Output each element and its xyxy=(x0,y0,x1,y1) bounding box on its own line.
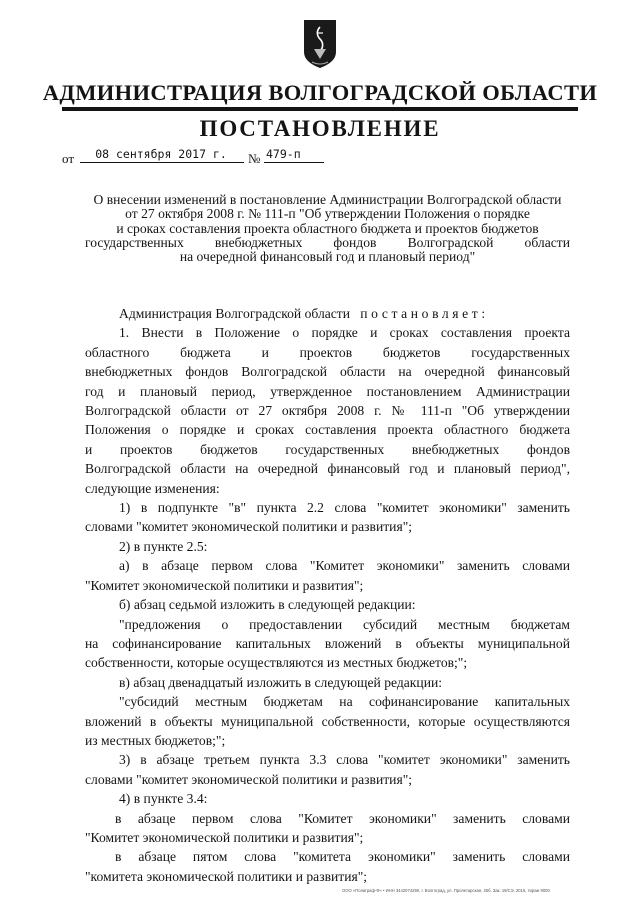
date-from-label: от xyxy=(62,151,75,166)
header-divider xyxy=(62,107,578,111)
document-body xyxy=(85,304,570,886)
number-label: № xyxy=(248,151,261,166)
subject-line: на очередной финансовый год и плановый период" xyxy=(179,249,476,265)
body-line: внебюджетных фондов Волгоградской области на очередной финансовый xyxy=(85,364,570,380)
body-line: 1. Внести в Положение о порядке и сроках составления проекта xyxy=(119,325,570,341)
body-line: и проектов бюджетов государственных внебюджетных фондов xyxy=(85,441,570,457)
body-line: "комитета экономической политики и развития"; xyxy=(85,868,368,884)
date-underline xyxy=(80,162,244,163)
body-line: следующие изменения: xyxy=(85,480,220,496)
preamble-verb: постановляет: xyxy=(360,306,489,321)
body-line: "предложения о предоставлении субсидий местным бюджетам xyxy=(119,616,570,632)
body-line: б) абзац седьмой изложить в следующей редакции: xyxy=(119,597,416,613)
subject-line: О внесении изменений в постановление Администрации Волгоградской области xyxy=(93,192,562,207)
body-line: "Комитет экономической политики и развития"; xyxy=(85,829,364,845)
body-line: 2) в пункте 2.5: xyxy=(119,538,208,554)
document-number: 479-п xyxy=(266,147,301,161)
body-line: Волгоградской области от 27 октября 2008 г. № 111-п "Об утверждении xyxy=(85,403,570,419)
organization-title: АДМИНИСТРАЦИЯ ВОЛГОГРАДСКОЙ ОБЛАСТИ xyxy=(42,80,598,105)
print-imprint: ООО «Полиграф-Ф» • ИНН 3442074290, г. Волгоград, ул. Пролетарская, 25б. Зак. 19/СЭ, 2015, тираж 9000 xyxy=(342,888,550,893)
body-line: год и плановый период, утвержденное постановлением Администрации xyxy=(85,383,570,399)
body-line: 1) в подпункте "в" пункта 2.2 слова "комитет экономики" заменить xyxy=(119,500,570,516)
body-line: "Комитет экономической политики и развития"; xyxy=(85,577,364,593)
body-line: областного бюджета и проектов бюджетов государственных xyxy=(85,344,570,360)
body-line: 4) в пункте 3.4: xyxy=(119,791,208,807)
body-line: словами "комитет экономической политики и развития"; xyxy=(85,519,413,535)
document-date: 08 сентября 2017 г. xyxy=(95,147,227,161)
body-line: а) в абзаце первом слова "Комитет экономики" заменить словами xyxy=(119,558,570,574)
document-type-title: ПОСТАНОВЛЕНИЕ xyxy=(199,116,441,141)
subject-line: от 27 октября 2008 г. № 111-п "Об утверждении Положения о порядке xyxy=(125,206,530,222)
body-line: из местных бюджетов;"; xyxy=(85,732,226,748)
document-subject xyxy=(85,193,570,264)
body-line: в абзаце первом слова "Комитет экономики" заменить словами xyxy=(115,810,570,826)
body-line: словами "комитет экономической политики и развития"; xyxy=(85,771,413,787)
subject-line: государственных внебюджетных фондов Волгоградской области xyxy=(85,234,570,250)
coat-of-arms-icon xyxy=(303,19,337,69)
subject-line: и сроках составления проекта областного бюджета и проектов бюджетов xyxy=(116,220,539,236)
body-line: "субсидий местным бюджетам на софинансирование капитальных xyxy=(119,694,570,710)
body-line: Волгоградской области на очередной финансовый год и плановый период", xyxy=(85,461,570,477)
body-line: 3) в абзаце третьем пункта 3.3 слова "комитет экономики" заменить xyxy=(119,752,570,768)
body-line: в) абзац двенадцатый изложить в следующей редакции: xyxy=(119,674,443,690)
body-line: вложений в объекты муниципальной собственности, которые осуществляются xyxy=(85,713,570,729)
date-number-line xyxy=(62,146,362,166)
body-line: Положения о порядке и сроках составления проекта областного бюджета xyxy=(85,422,570,438)
body-line: на софинансирование капитальных вложений в объекты муниципальной xyxy=(85,635,570,651)
body-line: собственности, которые осуществляются из местных бюджетов;"; xyxy=(85,655,468,671)
number-underline xyxy=(264,162,324,163)
body-line: в абзаце пятом слова "комитета экономики" заменить словами xyxy=(115,849,570,865)
preamble xyxy=(85,304,570,323)
preamble-text: Администрация Волгоградской области xyxy=(119,306,351,321)
